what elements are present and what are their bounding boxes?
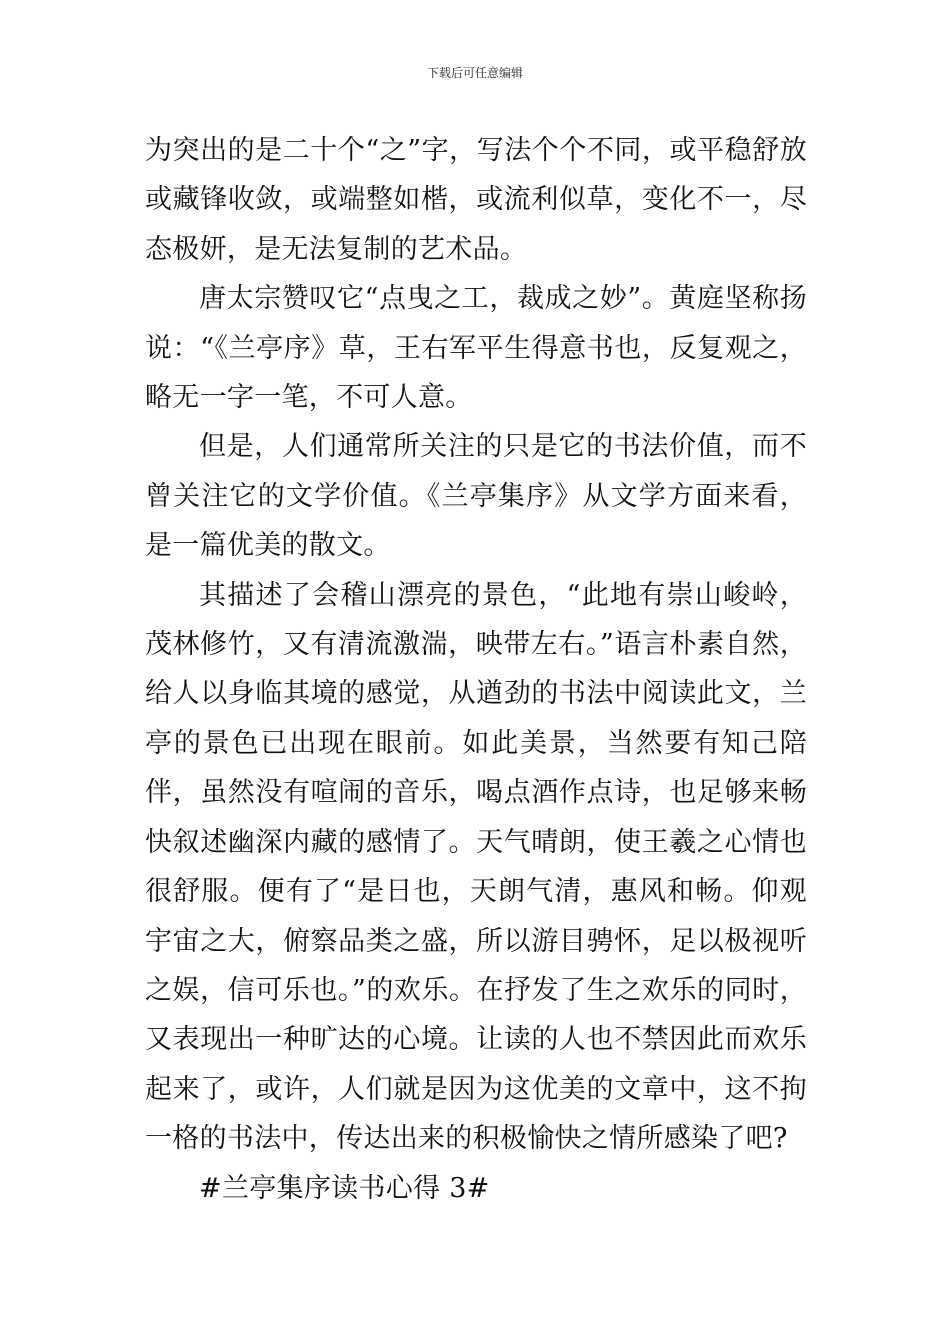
paragraph-scenery-description: 其描述了会稽山漂亮的景色，“此地有崇山峻岭，茂林修竹，又有清流激湍，映带左右。”语言朴素自然，给人以身临其境的感觉，从遒劲的书法中阅读此文，兰亭的景色已出现在眼前。如此美景，当然要有知己陪伴，虽然没有喧闹的音乐，喝点酒作点诗，也足够来畅快叙述幽深内藏的感情了。天气晴朗，使王羲之心情也很舒服。便有了“是日也，天朗气清，惠风和畅。仰观宇宙之大，俯察品类之盛，所以游目骋怀，足以极视听之娱，信可乐也。”的欢乐。在抒发了生之欢乐的同时，又表现出一种旷达的心境。让读的人也不禁因此而欢乐起来了，或许，人们就是因为这优美的文章中，这不拘一格的书法中，传达出来的积极愉快之情所感染了吧? (145, 579, 807, 1155)
paragraph-taizong-praise: 唐太宗赞叹它“点曳之工，裁成之妙”。黄庭坚称扬说：“《兰亭序》草，王右军平生得意书也，反复观之，略无一字一笔，不可人意。 (145, 283, 807, 414)
document-body (145, 126, 807, 1213)
section-heading: #兰亭集序读书心得 3# (199, 1172, 490, 1204)
paragraph-continuation: 为突出的是二十个“之”字，写法个个不同，或平稳舒放或藏锋收敛，或端整如楷，或流利似草，变化不一，尽态极妍，是无法复制的艺术品。 (145, 135, 807, 265)
paragraph-literary-value: 但是，人们通常所关注的只是它的书法价值，而不曾关注它的文学价值。《兰亭集序》从文学方面来看，是一篇优美的散文。 (145, 431, 807, 562)
page-header-note: 下载后可任意编辑 (426, 66, 523, 80)
